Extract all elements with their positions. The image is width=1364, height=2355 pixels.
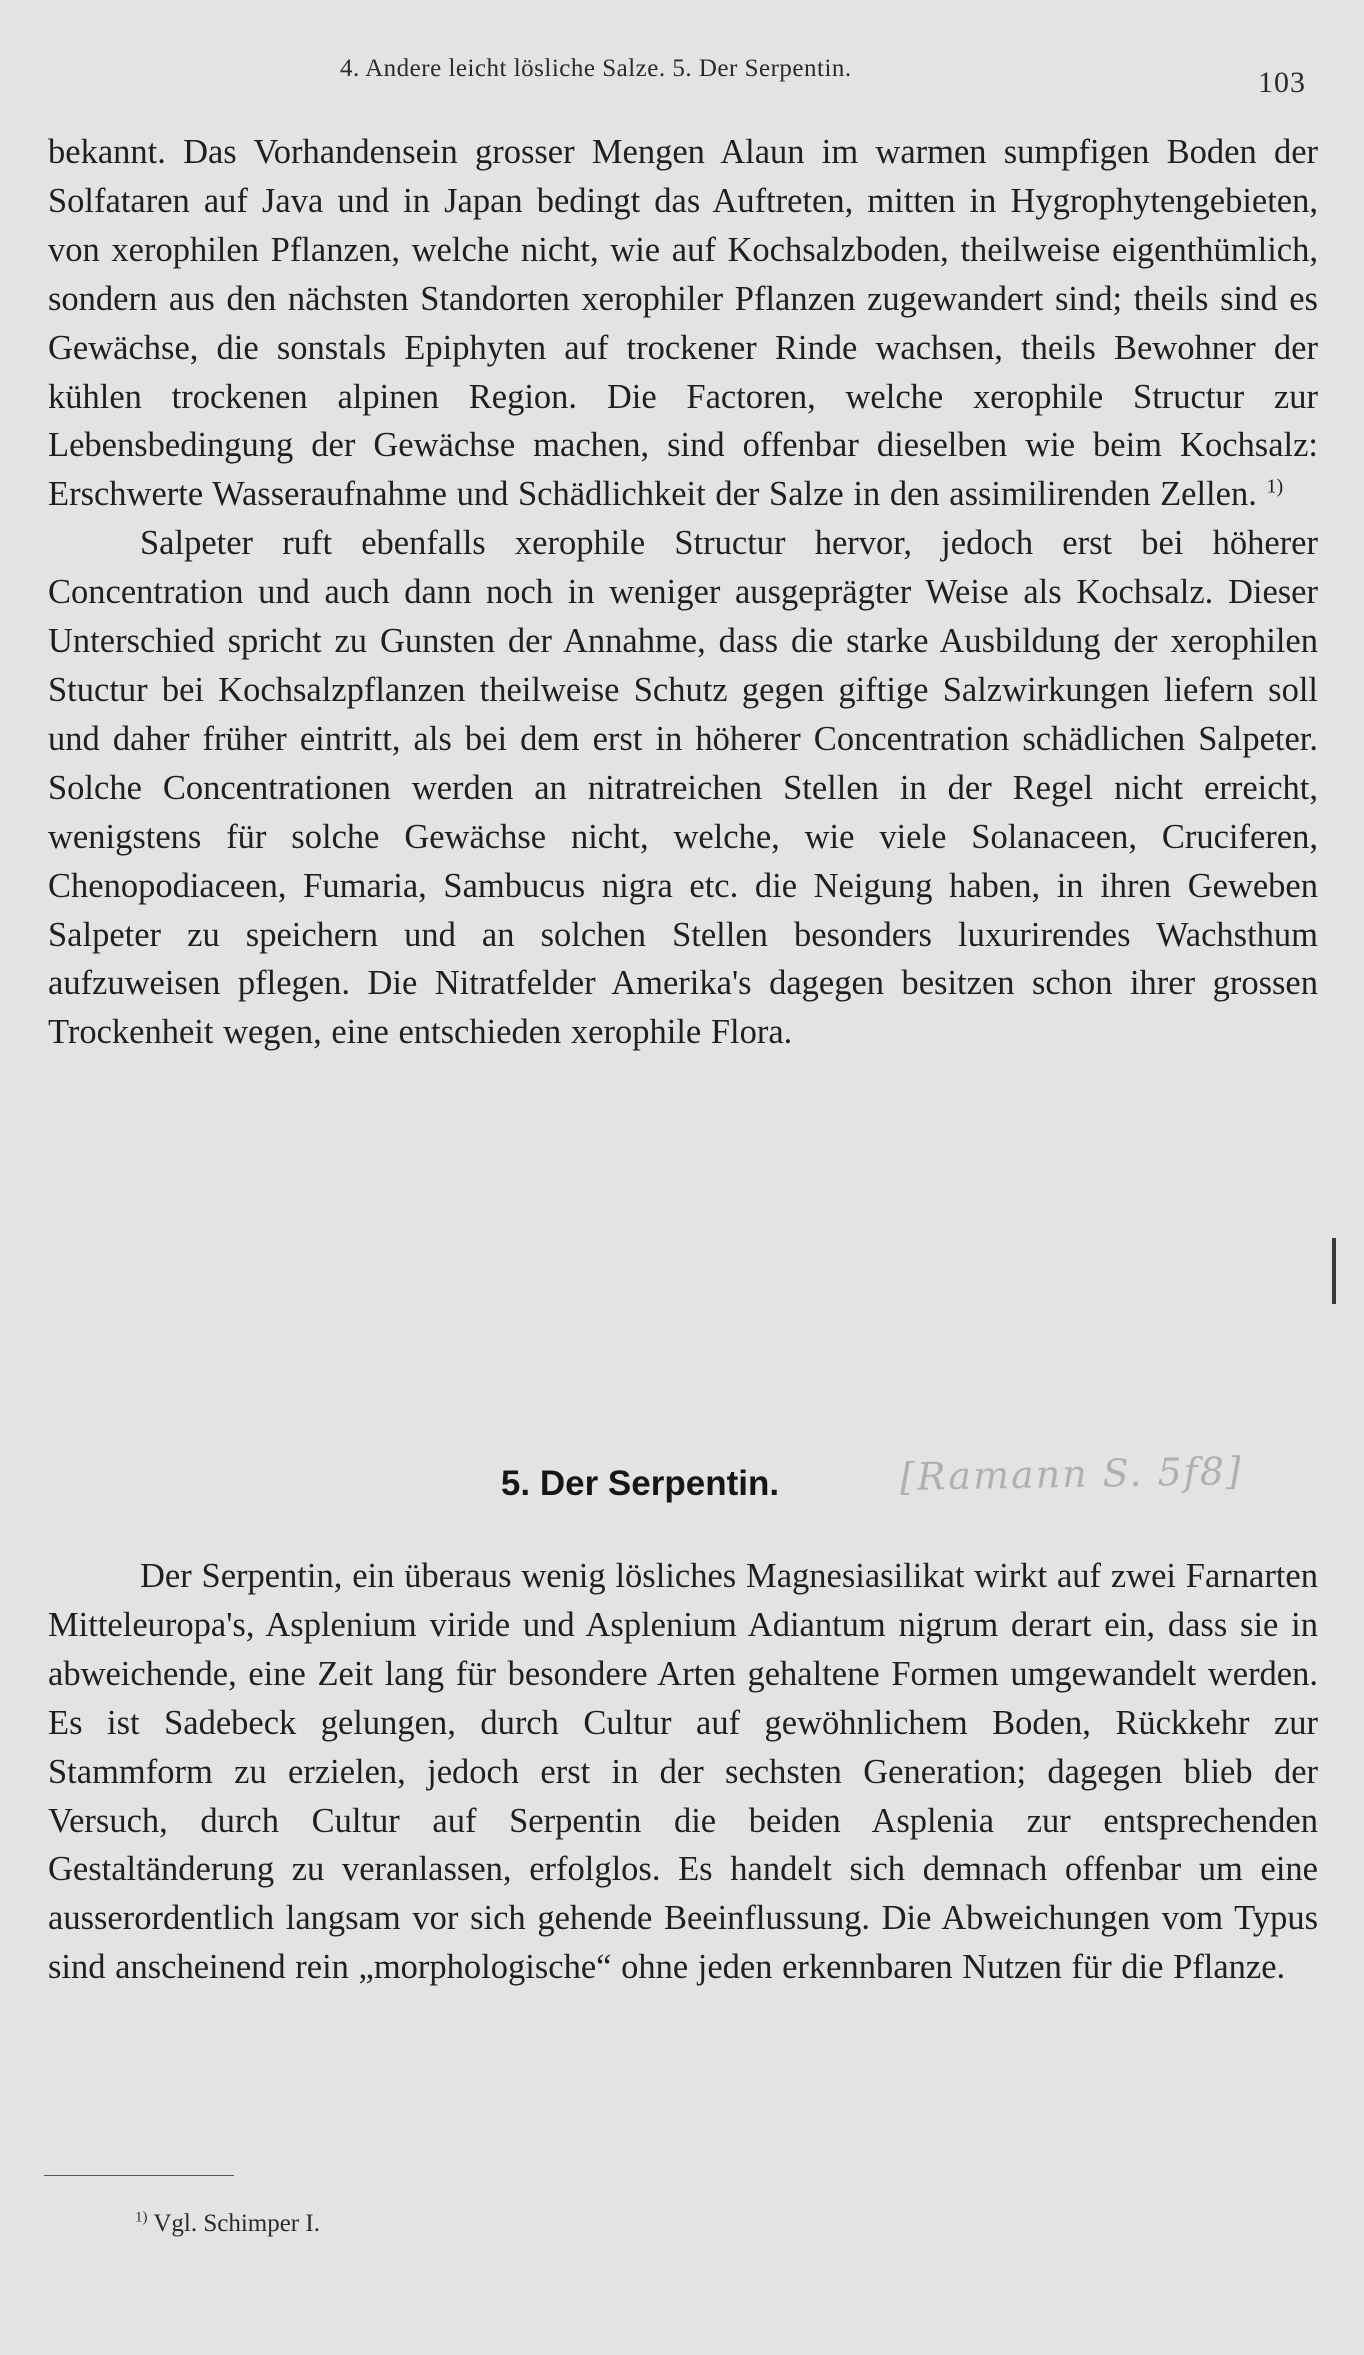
paragraph [48, 128, 1318, 519]
running-title: 4. Andere leicht lösliche Salze. 5. Der Serpentin. [340, 55, 852, 82]
footnote-text: Vgl. Schimper I. [153, 2210, 320, 2237]
footnote [135, 2210, 320, 2238]
footnote-reference: 1) [1266, 475, 1284, 498]
paragraph: Salpeter ruft ebenfalls xerophile Structur hervor, jedoch erst bei höherer Concentration und auch dann noch in weniger ausgeprägter Weise als Kochsalz. Dieser Unterschied spricht zu Gunsten der Annahme, dass die starke Ausbildung der xerophilen Stuctur bei Kochsalzpflanzen theilweise Schutz gegen giftige Salzwirkungen liefern soll und daher früher eintritt, als bei dem erst in höherer Concentration schädlichen Salpeter. Solche Concentrationen werden an nitratreichen Stellen in der Regel nicht erreicht, wenigstens für solche Gewächse nicht, welche, wie viele Solanaceen, Cruciferen, Chenopodiaceen, Fumaria, Sambucus nigra etc. die Neigung haben, in ihren Geweben Salpeter zu speichern und an solchen Stellen besonders luxurirendes Wachsthum aufzuweisen pflegen. Die Nitratfelder Amerika's dagegen besitzen schon ihrer grossen Trockenheit wegen, eine entschieden xerophile Flora. [48, 524, 1318, 1052]
section-heading: 5. Der Serpentin. [500, 1464, 780, 1503]
body-text-upper [48, 128, 1318, 1057]
footnote-divider [44, 2175, 234, 2176]
paragraph: Der Serpentin, ein überaus wenig lösliches Magnesiasilikat wirkt auf zwei Farnarten Mitteleuropa's, Asplenium viride und Asplenium Adiantum nigrum derart ein, dass sie in abweichende, eine Zeit lang für besondere Arten gehaltene Formen umgewandelt werden. Es ist Sadebeck gelungen, durch Cultur auf gewöhnlichem Boden, Rückkehr zur Stammform zu erzielen, jedoch erst in der sechsten Generation; dagegen blieb der Versuch, durch Cultur auf Serpentin die beiden Asplenia zur entsprechenden Gestaltänderung zu veranlassen, erfolglos. Es handelt sich demnach offenbar um eine ausserordentlich langsam vor sich gehende Beeinflussung. Die Abweichungen vom Typus sind anscheinend rein „morphologische“ ohne jeden erkennbaren Nutzen für die Pflanze. [48, 1557, 1318, 1987]
paragraph-text: bekannt. Das Vorhandensein grosser Mengen Alaun im warmen sumpfigen Boden der Solfataren auf Java und in Japan bedingt das Auftreten, mitten in Hygrophytengebieten, von xerophilen Pflanzen, welche nicht, wie auf Kochsalzboden, theilweise eigenthümlich, sondern aus den nächsten Standorten xerophiler Pflanzen zugewandert sind; theils sind es Gewächse, die sonstals Epiphyten auf trockener Rinde wachsen, theils Bewohner der kühlen trockenen alpinen Region. Die Factoren, welche xerophile Structur zur Lebensbedingung der Gewächse machen, sind offenbar dieselben wie beim Kochsalz: Erschwerte Wasseraufnahme und Schädlichkeit der Salze in den assimilirenden Zellen. [48, 133, 1318, 514]
scan-edge-mark [1332, 1238, 1336, 1304]
page-number: 103 [1258, 66, 1306, 99]
handwritten-annotation: [Ramann S. 5f8] [899, 1449, 1244, 1499]
footnote-mark: 1) [135, 2209, 148, 2226]
body-text-lower [48, 1552, 1318, 1992]
